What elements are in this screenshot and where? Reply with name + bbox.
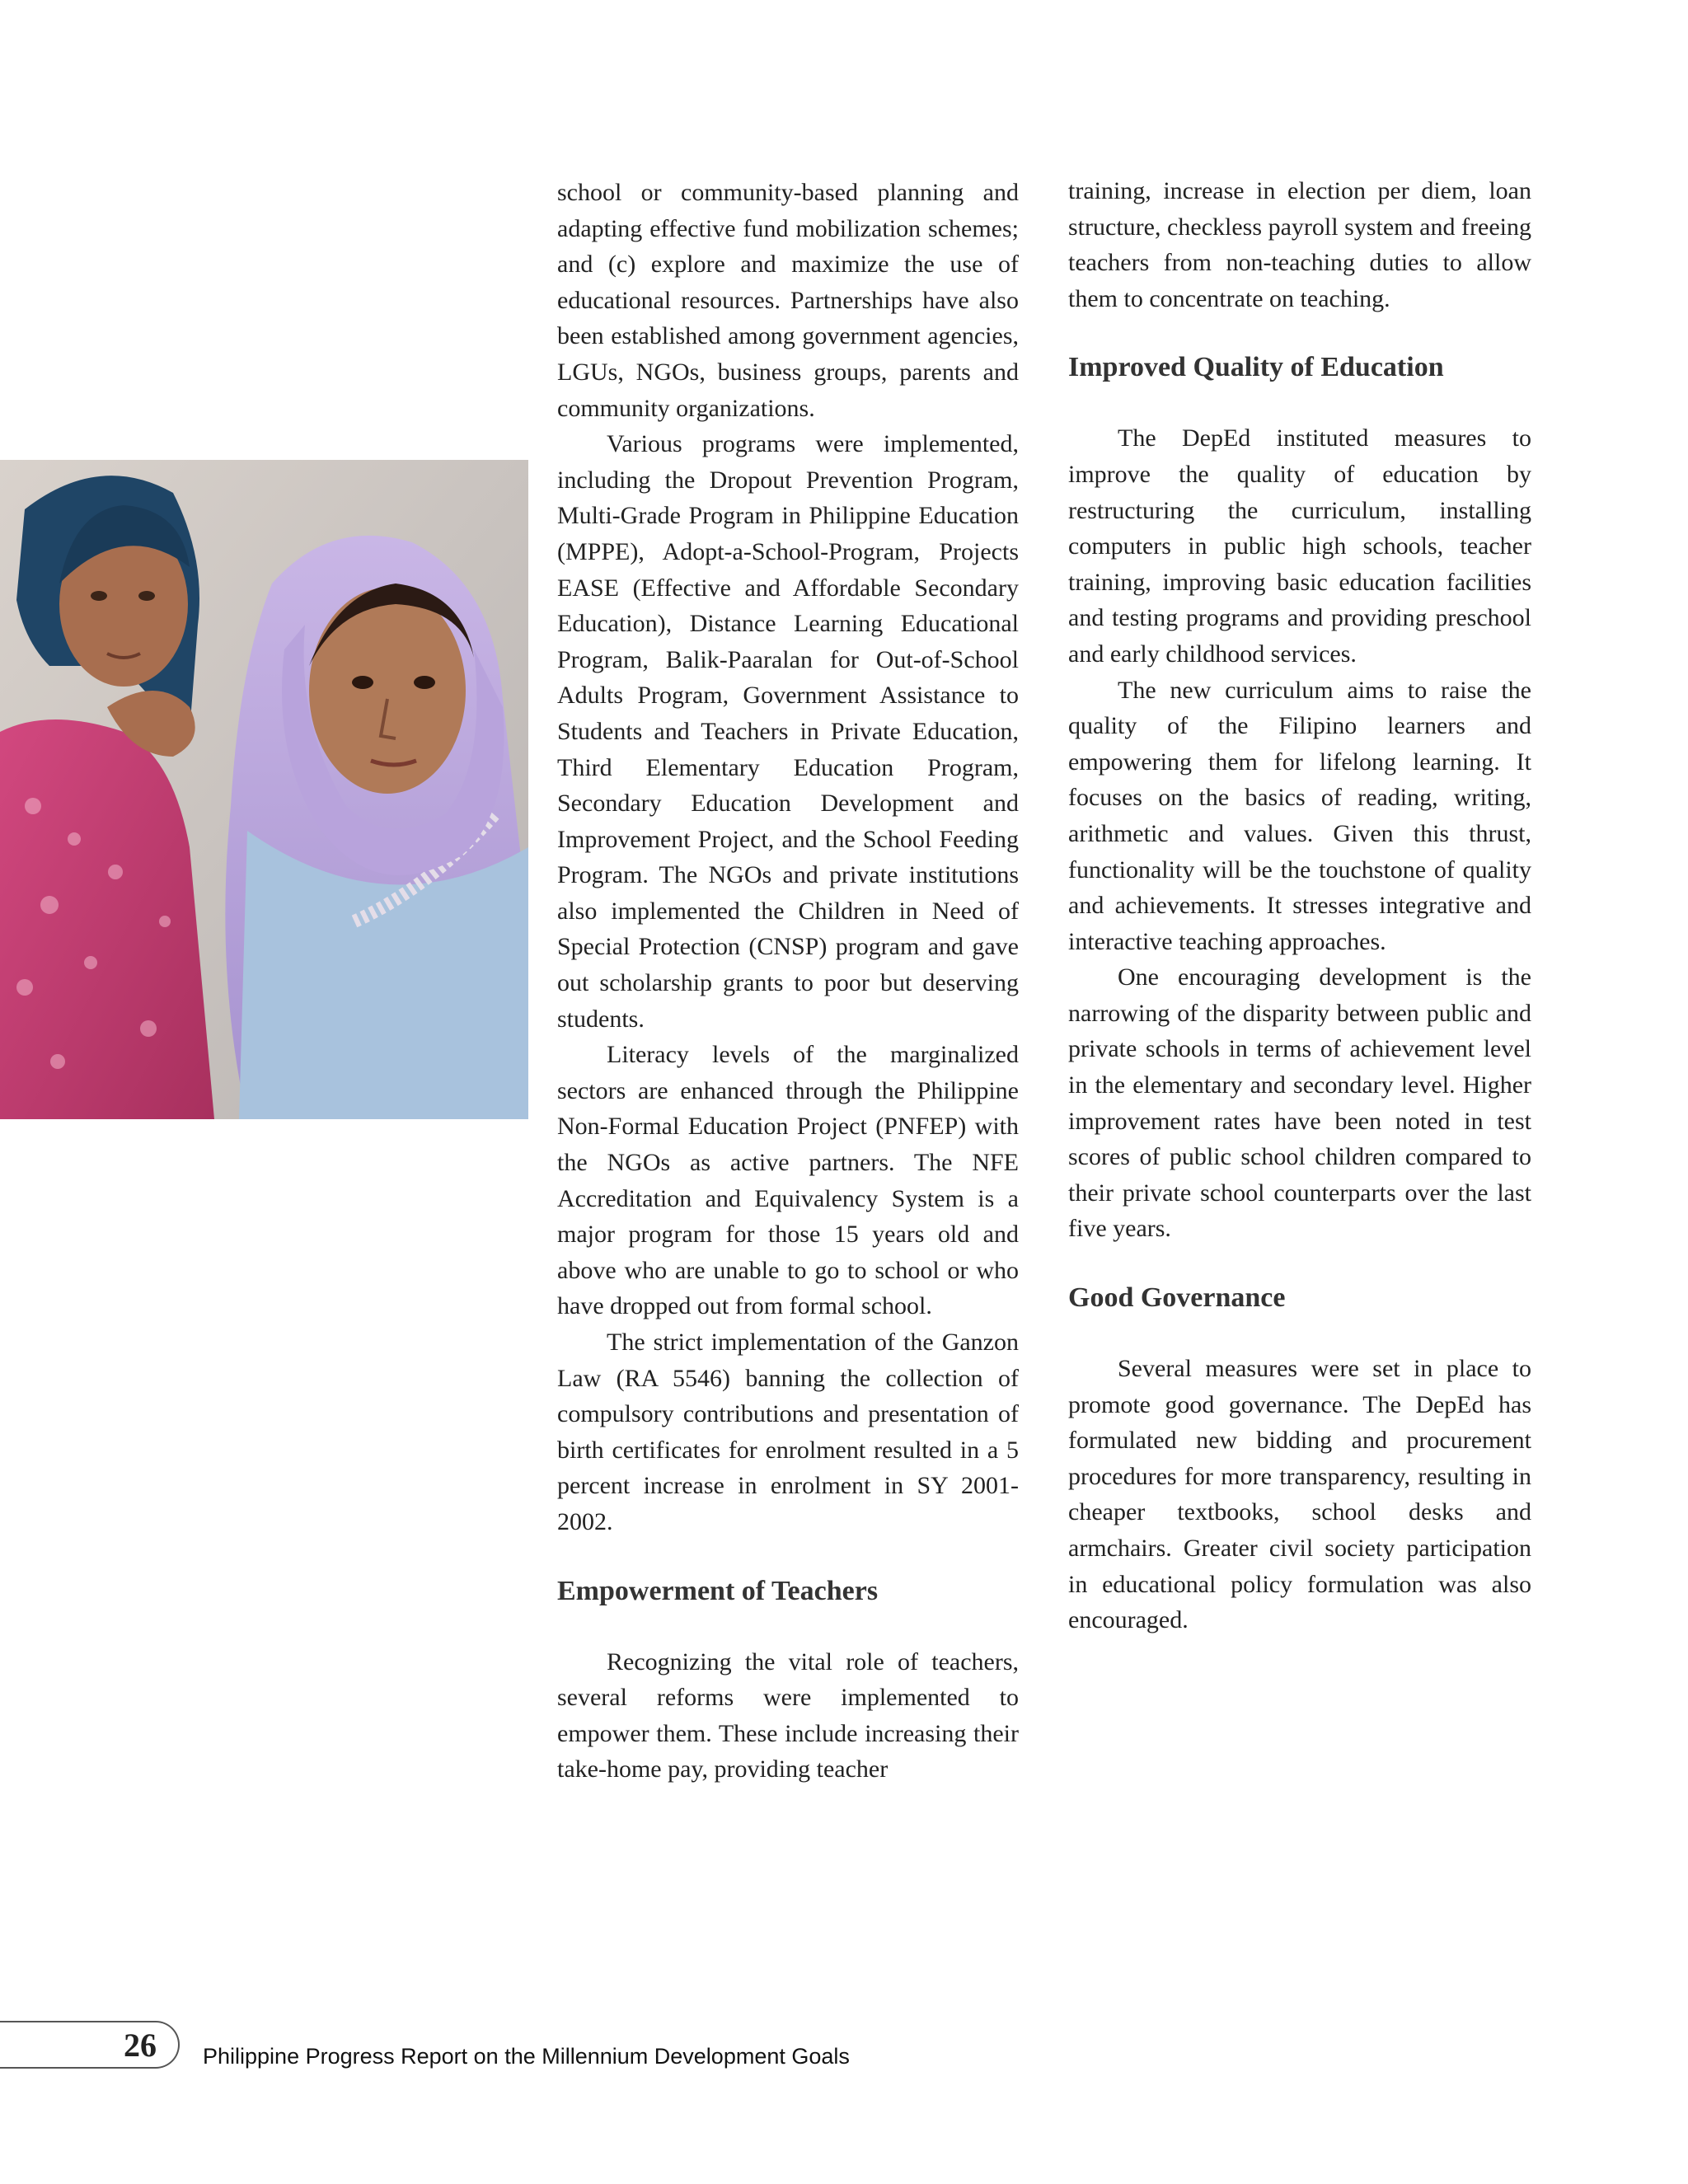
paragraph: school or community-based planning and adapting effective fund mobilization schemes; and (c) explore and maximize the use of educational resources. Partnerships have also been established among government agencies, LGUs, NGOs, business groups, parents and community organizations. — [557, 179, 1019, 422]
paragraph: The DepEd instituted measures to improve the quality of education by restructuring the curriculum, installing computers in public high schools, teacher training, improving basic education facilities and testing programs and providing preschool and early childhood services. — [1068, 424, 1531, 668]
section-heading: Empowerment of Teachers — [557, 1575, 879, 1606]
page-number: 26 — [124, 2027, 157, 2064]
students-photo — [0, 460, 528, 1119]
middle-column — [557, 175, 1019, 1788]
paragraph: training, increase in election per diem, loan structure, checkless payroll system and freeing teachers from non-teaching duties to allow them to concentrate on teaching. — [1068, 177, 1531, 312]
right-column — [1068, 173, 1531, 1638]
paragraph: Several measures were set in place to promote good governance. The DepEd has formulated new bidding and procurement procedures for more transparency, resulting in cheaper textbooks, school desks and armchairs. Greater civil society participation in educational policy formulation was also encouraged. — [1068, 1355, 1531, 1634]
paragraph: Various programs were implemented, including the Dropout Prevention Program, Multi-Grade Program in Philippine Education (MPPE), Adopt-a-School-Program, Projects EASE (Effective and Affordable Secondary Education), Distance Learning Educational Program, Balik-Paaralan for Out-of-School Adults Program, Government Assistance to Students and Teachers in Private Education, Third Elementary Education Program, Secondary Education Development and Improvement Project, and the School Feeding Program. The NGOs and private institutions also implemented the Children in Need of Special Protection (CNSP) program and gave out scholarship grants to poor but deserving students. — [557, 430, 1019, 1033]
paragraph: The new curriculum aims to raise the quality of the Filipino learners and empowering them for lifelong learning. It focuses on the basics of reading, writing, arithmetic and values. Given this thrust, functionality will be the touchstone of quality and achievements. It stresses integrative and interactive teaching approaches. — [1068, 676, 1531, 955]
paragraph: One encouraging development is the narrowing of the disparity between public and private schools in terms of achievement level in the elementary and secondary level. Higher improvement rates have been noted in test scores of public school children compared to their private school counterparts over the last five years. — [1068, 963, 1531, 1243]
section-heading: Improved Quality of Education — [1068, 352, 1444, 383]
students-illustration — [0, 460, 528, 1119]
paragraph: Recognizing the vital role of teachers, several reforms were implemented to empower them. These include increasing their take-home pay, providing teacher — [557, 1647, 1019, 1783]
footer-title: Philippine Progress Report on the Millennium Development Goals — [203, 2044, 850, 2069]
section-heading: Good Governance — [1068, 1282, 1286, 1314]
paragraph: The strict implementation of the Ganzon Law (RA 5546) banning the collection of compulsory contributions and presentation of birth certificates for enrolment resulted in a 5 percent increase in enrolment in SY 2001-2002. — [557, 1329, 1019, 1535]
paragraph: Literacy levels of the marginalized sectors are enhanced through the Philippine Non-Formal Education Project (PNFEP) with the NGOs as active partners. The NFE Accreditation and Equivalency System is a major program for those 15 years old and above who are unable to go to school or who have dropped out from formal school. — [557, 1041, 1019, 1320]
